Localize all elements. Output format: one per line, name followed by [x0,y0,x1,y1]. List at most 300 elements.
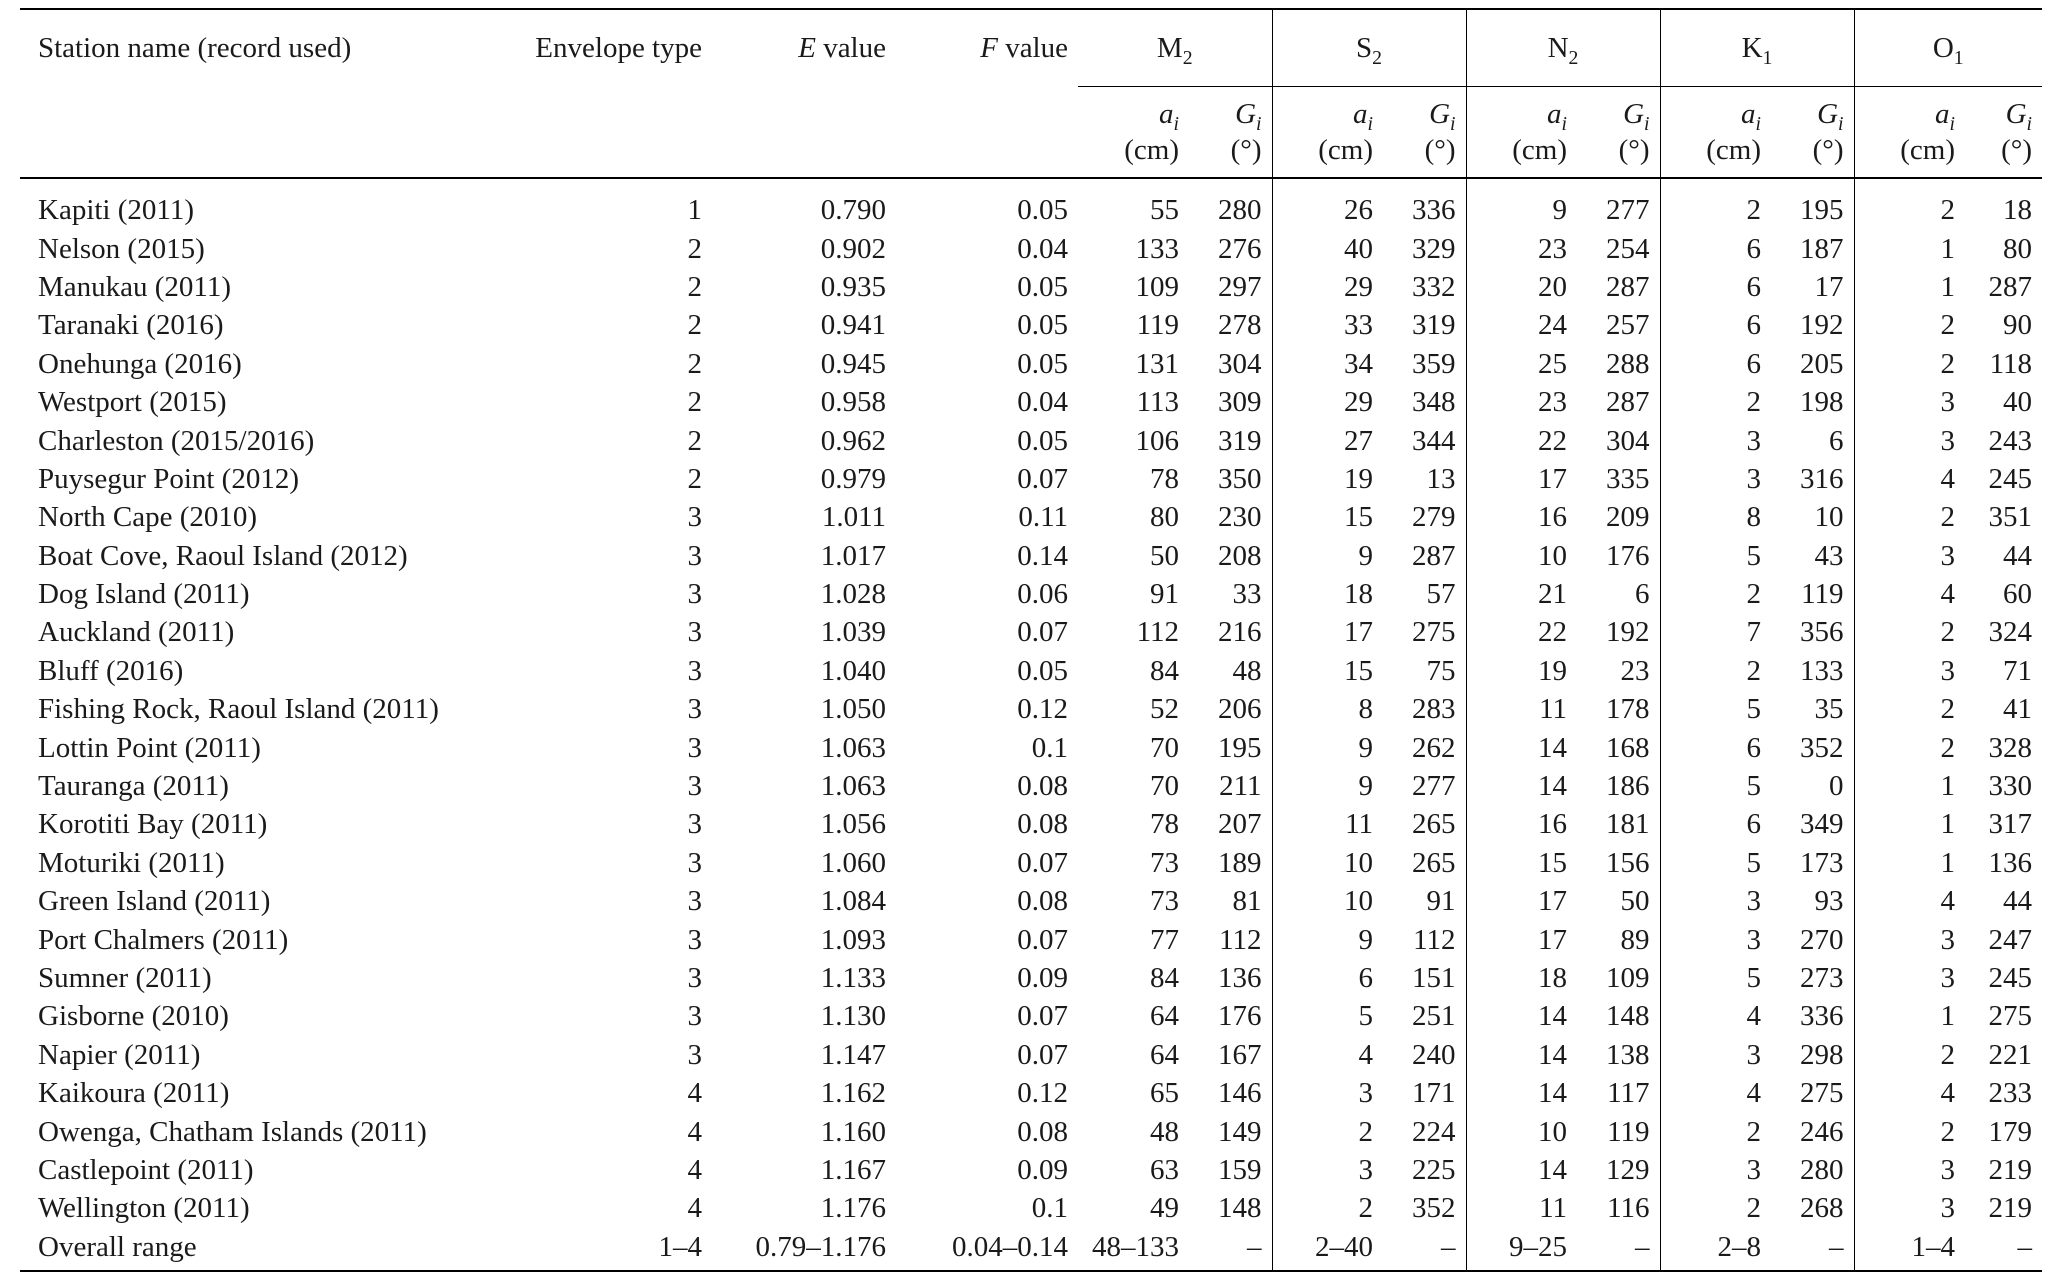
f-value-header: F value [896,9,1078,87]
phase-cell-m2: 195 [1218,731,1262,764]
amplitude-cell-k1: 3 [1660,882,1771,920]
amplitude-cell-s2: 9 [1272,920,1383,958]
phase-cell-n2: 254 [1606,232,1650,265]
amplitude-cell-k1: 2 [1660,652,1771,690]
amplitude-cell-m2: 70 [1150,731,1179,764]
amplitude-cell-m2: 64 [1150,1038,1179,1071]
amplitude-cell-o1: 3 [1854,959,1965,997]
station-name-cell: Taranaki (2016) [38,309,224,342]
amplitude-cell-o1: 2 [1854,178,1965,229]
table-row [20,997,2042,1035]
amplitude-cell-m2: 63 [1150,1153,1179,1186]
table-row [20,268,2042,306]
table-row [20,882,2042,920]
f-value-cell: 0.05 [1017,654,1068,687]
e-value-cell: 0.962 [820,424,886,457]
e-value-cell: 1.028 [820,578,886,611]
table-row [20,1074,2042,1112]
amplitude-cell-n2: 16 [1466,498,1577,536]
phase-cell-n2: 178 [1606,693,1650,726]
station-name-cell: North Cape (2010) [38,501,258,534]
phase-cell-m2: 208 [1218,539,1262,572]
phase-cell-n2: 6 [1635,578,1650,611]
phase-cell-n2: 176 [1606,539,1650,572]
phase-cell-o1: 18 [2003,194,2032,227]
phase-cell-o1: 179 [1988,1115,2032,1148]
amplitude-cell-n2: 14 [1466,1074,1577,1112]
amplitude-cell-k1: 6 [1660,345,1771,383]
phase-cell-o1: – [1965,1228,2042,1271]
f-value-cell: 0.05 [1017,309,1068,342]
phase-cell-m2: 211 [1219,770,1262,803]
phase-cell-n2: 129 [1606,1153,1650,1186]
amplitude-header-o1: $a_i$ (cm) [1854,87,1965,179]
constituent-header-m2: $M_2$ [1078,9,1272,87]
amplitude-cell-k1: 2 [1660,575,1771,613]
amplitude-cell-o1: 2 [1854,498,1965,536]
tidal-constituents-table [20,8,2042,1272]
phase-cell-o1: 80 [2003,232,2032,265]
f-value-cell: 0.05 [1017,270,1068,303]
amplitude-cell-m2: 49 [1150,1192,1179,1225]
phase-cell-m2: 230 [1218,501,1262,534]
phase-cell-s2: 287 [1412,539,1456,572]
amplitude-cell-n2: 16 [1466,805,1577,843]
amplitude-cell-m2: 109 [1135,270,1179,303]
f-value-cell: 0.05 [1017,424,1068,457]
amplitude-cell-s2: 6 [1272,959,1383,997]
station-name-cell: Onehunga (2016) [38,347,242,380]
station-name-cell: Lottin Point (2011) [38,731,261,764]
amplitude-cell-s2: 4 [1272,1036,1383,1074]
amplitude-cell-n2: 22 [1466,613,1577,651]
envelope-type-cell: 3 [687,693,702,726]
phase-cell-s2: 151 [1412,962,1456,994]
amplitude-header-k1: $a_i$ (cm) [1660,87,1771,179]
phase-cell-m2: 216 [1218,616,1262,649]
amplitude-cell-o1: 2 [1854,306,1965,344]
envelope-type-cell: 3 [687,578,702,611]
f-value-cell: 0.05 [1017,194,1068,227]
amplitude-cell-o1: 1 [1854,767,1965,805]
table-row [20,1036,2042,1074]
amplitude-cell-k1: 5 [1660,537,1771,575]
station-name-cell: Manukau (2011) [38,270,232,303]
phase-cell-k1: 270 [1800,923,1844,956]
e-value-cell: 0.941 [820,309,886,342]
e-value-cell: 0.945 [820,347,886,380]
amplitude-cell-k1: 2 [1660,1112,1771,1150]
phase-cell-n2: 287 [1606,270,1650,303]
phase-cell-k1: 195 [1800,194,1844,227]
phase-cell-m2: 136 [1218,962,1262,994]
phase-cell-m2: 159 [1218,1153,1262,1186]
station-name-cell: Puysegur Point (2012) [38,462,299,495]
envelope-type-cell: 4 [687,1153,702,1186]
phase-cell-k1: 17 [1814,270,1844,303]
amplitude-cell-s2: 2 [1272,1189,1383,1227]
phase-cell-m2: 297 [1218,270,1262,303]
phase-header-o1: $G_i$ (°) [1965,87,2042,179]
e-value-cell: 0.979 [820,462,886,495]
phase-header-s2: $G_i$ (°) [1383,87,1466,179]
amplitude-cell-k1: 5 [1660,959,1771,997]
amplitude-cell-o1: 1 [1854,805,1965,843]
amplitude-cell-n2: 14 [1466,1036,1577,1074]
amplitude-cell-k1: 6 [1660,229,1771,267]
e-value-cell: 1.167 [820,1153,886,1186]
phase-cell-o1: 40 [2003,386,2032,419]
phase-cell-o1: 60 [2003,578,2032,611]
phase-cell-o1: 245 [1988,962,2032,994]
amplitude-cell-n2: 24 [1466,306,1577,344]
phase-cell-m2: 206 [1218,693,1262,726]
phase-cell-o1: 317 [1988,808,2032,841]
table-row [20,613,2042,651]
envelope-type-cell: 3 [687,885,702,918]
phase-cell-n2: 277 [1606,194,1650,227]
phase-cell-k1: 43 [1814,539,1844,572]
amplitude-cell-k1: 5 [1660,767,1771,805]
amplitude-cell-m2: 84 [1150,654,1179,687]
phase-cell-k1: 192 [1800,309,1844,342]
phase-cell-n2: 116 [1607,1192,1650,1225]
table-row [20,1151,2042,1189]
table-row [20,575,2042,613]
amplitude-cell-n2: 15 [1466,844,1577,882]
amplitude-cell-k1: 4 [1660,997,1771,1035]
envelope-type-cell: 2 [687,232,702,265]
envelope-type-cell: 3 [687,501,702,534]
amplitude-cell-o1: 1 [1854,997,1965,1035]
amplitude-cell-k1: 3 [1660,920,1771,958]
station-name-cell: Tauranga (2011) [38,770,229,803]
e-value-cell: 0.958 [820,386,886,419]
f-value-cell: 0.07 [1017,616,1068,649]
station-name-cell: Charleston (2015/2016) [38,424,315,457]
amplitude-cell-s2: 33 [1272,306,1383,344]
amplitude-cell-s2: 3 [1272,1074,1383,1112]
amplitude-cell-n2: 23 [1466,383,1577,421]
phase-cell-m2: 148 [1218,1192,1262,1225]
phase-cell-n2: 23 [1620,654,1650,687]
envelope-type-cell: 3 [687,539,702,572]
e-value-cell: 1.050 [820,693,886,726]
phase-cell-n2: 304 [1606,424,1650,457]
amplitude-cell-m2: 48–133 [1078,1228,1189,1271]
phase-cell-o1: 136 [1988,846,2032,879]
constituent-header-n2: $N_2$ [1466,9,1660,87]
e-value-cell: 0.79–1.176 [712,1228,896,1271]
amplitude-cell-k1: 6 [1660,268,1771,306]
amplitude-cell-m2: 80 [1150,501,1179,534]
phase-cell-m2: 309 [1218,386,1262,419]
amplitude-cell-o1: 3 [1854,537,1965,575]
phase-cell-s2: 336 [1412,194,1456,227]
phase-cell-m2: 278 [1218,309,1262,342]
e-value-header: E value [712,9,896,87]
phase-cell-k1: 298 [1800,1038,1844,1071]
amplitude-header-n2: $a_i$ (cm) [1466,87,1577,179]
amplitude-cell-o1: 3 [1854,383,1965,421]
phase-cell-k1: 356 [1800,616,1844,649]
amplitude-cell-n2: 17 [1466,882,1577,920]
phase-cell-m2: 149 [1218,1115,1262,1148]
amplitude-cell-s2: 17 [1272,613,1383,651]
amplitude-cell-o1: 3 [1854,652,1965,690]
phase-cell-n2: 148 [1606,1000,1650,1033]
phase-cell-n2: 257 [1606,309,1650,342]
phase-cell-m2: 280 [1218,194,1262,227]
phase-cell-s2: – [1383,1228,1466,1271]
amplitude-cell-n2: 11 [1466,690,1577,728]
phase-cell-k1: 349 [1800,808,1844,841]
amplitude-cell-o1: 1 [1854,229,1965,267]
phase-cell-k1: 352 [1800,731,1844,764]
phase-cell-s2: 344 [1412,424,1456,457]
table-row [20,728,2042,766]
phase-cell-m2: 189 [1218,846,1262,879]
phase-cell-m2: 81 [1232,885,1262,918]
amplitude-cell-o1: 4 [1854,1074,1965,1112]
phase-cell-n2: 119 [1607,1115,1650,1148]
amplitude-cell-o1: 2 [1854,613,1965,651]
e-value-cell: 1.084 [820,885,886,918]
table-row [20,844,2042,882]
station-name-cell: Castlepoint (2011) [38,1153,254,1186]
table-row [20,959,2042,997]
amplitude-cell-o1: 3 [1854,920,1965,958]
amplitude-cell-s2: 3 [1272,1151,1383,1189]
amplitude-cell-o1: 3 [1854,421,1965,459]
amplitude-cell-s2: 10 [1272,844,1383,882]
phase-cell-n2: 335 [1606,462,1650,495]
amplitude-header-m2: $a_i$ (cm) [1078,87,1189,179]
phase-cell-s2: 319 [1412,309,1456,342]
phase-cell-n2: 181 [1606,808,1650,841]
amplitude-cell-k1: 3 [1660,1151,1771,1189]
phase-cell-m2: 176 [1218,1000,1262,1033]
phase-cell-s2: 13 [1426,462,1456,495]
amplitude-cell-k1: 6 [1660,805,1771,843]
phase-cell-o1: 328 [1988,731,2032,764]
amplitude-cell-n2: 9–25 [1466,1228,1577,1271]
table-row [20,1228,2042,1271]
amplitude-cell-o1: 1 [1854,268,1965,306]
f-value-cell: 0.1 [1031,731,1068,764]
amplitude-cell-n2: 10 [1466,537,1577,575]
f-value-cell: 0.07 [1017,462,1068,495]
envelope-type-cell: 3 [687,962,702,994]
phase-cell-m2: 207 [1218,808,1262,841]
phase-cell-n2: 209 [1606,501,1650,534]
amplitude-cell-n2: 25 [1466,345,1577,383]
amplitude-cell-n2: 11 [1466,1189,1577,1227]
amplitude-cell-s2: 11 [1272,805,1383,843]
envelope-type-cell: 4 [687,1192,702,1225]
e-value-cell: 1.017 [820,539,886,572]
table-row [20,690,2042,728]
envelope-type-cell: 4 [687,1077,702,1110]
phase-cell-o1: 351 [1988,501,2032,534]
amplitude-cell-s2: 18 [1272,575,1383,613]
phase-cell-s2: 91 [1426,885,1456,918]
amplitude-cell-s2: 29 [1272,268,1383,306]
f-value-cell: 0.1 [1031,1192,1068,1225]
f-value-cell: 0.08 [1017,1115,1068,1148]
station-name-cell: Wellington (2011) [38,1192,250,1225]
f-value-cell: 0.07 [1017,846,1068,879]
phase-cell-k1: 198 [1800,386,1844,419]
table-container [20,8,2060,1272]
f-value-cell: 0.11 [1018,501,1068,534]
phase-cell-s2: 348 [1412,386,1456,419]
phase-cell-o1: 330 [1988,770,2032,803]
amplitude-cell-k1: 2 [1660,178,1771,229]
station-name-cell: Gisborne (2010) [38,1000,229,1033]
amplitude-cell-n2: 14 [1466,997,1577,1035]
phase-cell-n2: 109 [1606,962,1650,994]
amplitude-cell-k1: 7 [1660,613,1771,651]
e-value-cell: 1.011 [821,501,886,534]
phase-cell-s2: 240 [1412,1038,1456,1071]
station-name-cell: Overall range [20,1228,500,1271]
envelope-type-cell: 4 [687,1115,702,1148]
f-value-cell: 0.05 [1017,347,1068,380]
phase-cell-n2: 138 [1606,1038,1650,1071]
amplitude-cell-k1: 2–8 [1660,1228,1771,1271]
phase-cell-s2: 332 [1412,270,1456,303]
phase-cell-k1: 316 [1800,462,1844,495]
amplitude-cell-s2: 5 [1272,997,1383,1035]
phase-cell-o1: 90 [2003,309,2032,342]
e-value-cell: 1.063 [820,770,886,803]
f-value-cell: 0.08 [1017,770,1068,803]
amplitude-cell-k1: 5 [1660,844,1771,882]
amplitude-cell-m2: 91 [1150,578,1179,611]
table-row [20,460,2042,498]
table-row [20,178,2042,229]
station-name-cell: Auckland (2011) [38,616,235,649]
f-value-cell: 0.07 [1017,1038,1068,1071]
phase-cell-k1: 6 [1829,424,1844,457]
phase-cell-n2: 192 [1606,616,1650,649]
table-row [20,306,2042,344]
amplitude-cell-n2: 10 [1466,1112,1577,1150]
envelope-type-cell: 2 [687,386,702,419]
envelope-header: Envelope type [500,9,712,87]
phase-cell-s2: 262 [1412,731,1456,764]
amplitude-cell-s2: 10 [1272,882,1383,920]
amplitude-cell-o1: 3 [1854,1189,1965,1227]
amplitude-cell-s2: 29 [1272,383,1383,421]
phase-cell-s2: 75 [1426,654,1456,687]
phase-cell-m2: 167 [1218,1038,1262,1071]
phase-cell-n2: 50 [1620,885,1650,918]
amplitude-cell-s2: 9 [1272,767,1383,805]
e-value-cell: 1.162 [820,1077,886,1110]
phase-cell-o1: 221 [1988,1038,2032,1071]
e-value-cell: 1.039 [820,616,886,649]
amplitude-cell-s2: 15 [1272,652,1383,690]
e-value-cell: 1.040 [820,654,886,687]
amplitude-cell-s2: 19 [1272,460,1383,498]
amplitude-cell-s2: 40 [1272,229,1383,267]
phase-cell-n2: 117 [1607,1077,1650,1110]
amplitude-cell-m2: 106 [1135,424,1179,457]
envelope-type-cell: 2 [687,309,702,342]
amplitude-cell-k1: 3 [1660,460,1771,498]
phase-cell-s2: 171 [1412,1077,1456,1110]
station-name-cell: Kaikoura (2011) [38,1077,230,1110]
amplitude-cell-m2: 50 [1150,539,1179,572]
amplitude-cell-s2: 8 [1272,690,1383,728]
phase-cell-m2: 350 [1218,462,1262,495]
station-name-cell: Boat Cove, Raoul Island (2012) [38,539,408,572]
phase-cell-o1: 275 [1988,1000,2032,1033]
station-name-cell: Dog Island (2011) [38,578,250,611]
phase-cell-k1: 93 [1814,885,1844,918]
envelope-type-cell: 1–4 [500,1228,712,1271]
f-value-cell: 0.04 [1017,386,1068,419]
amplitude-cell-s2: 9 [1272,537,1383,575]
station-name-cell: Moturiki (2011) [38,846,225,879]
table-row [20,498,2042,536]
phase-header-k1: $G_i$ (°) [1771,87,1854,179]
station-name-cell: Owenga, Chatham Islands (2011) [38,1115,427,1148]
amplitude-cell-m2: 73 [1150,846,1179,879]
amplitude-cell-n2: 17 [1466,460,1577,498]
phase-cell-m2: – [1189,1228,1272,1271]
phase-cell-o1: 247 [1988,923,2032,956]
phase-cell-m2: 146 [1218,1077,1262,1110]
phase-cell-k1: 187 [1800,232,1844,265]
f-value-cell: 0.08 [1017,885,1068,918]
amplitude-cell-k1: 2 [1660,1189,1771,1227]
amplitude-cell-m2: 73 [1150,885,1179,918]
phase-cell-o1: 245 [1988,462,2032,495]
table-row [20,537,2042,575]
f-value-cell: 0.04 [1017,232,1068,265]
e-value-cell: 0.935 [820,270,886,303]
phase-cell-s2: 352 [1412,1192,1456,1225]
station-name-cell: Fishing Rock, Raoul Island (2011) [38,693,439,726]
e-value-cell: 1.063 [820,731,886,764]
amplitude-cell-m2: 113 [1136,386,1179,419]
phase-header-m2: $G_i$ (°) [1189,87,1272,179]
phase-cell-k1: 273 [1800,962,1844,994]
amplitude-cell-m2: 77 [1150,923,1179,956]
phase-header-n2: $G_i$ (°) [1577,87,1660,179]
phase-cell-k1: 246 [1800,1115,1844,1148]
amplitude-cell-o1: 4 [1854,575,1965,613]
amplitude-cell-m2: 48 [1150,1115,1179,1148]
amplitude-header-s2: $a_i$ (cm) [1272,87,1383,179]
phase-cell-k1: 268 [1800,1192,1844,1225]
phase-cell-k1: 10 [1814,501,1844,534]
amplitude-cell-m2: 78 [1150,808,1179,841]
phase-cell-n2: 287 [1606,386,1650,419]
amplitude-cell-o1: 1 [1854,844,1965,882]
header-row-2 [20,87,2042,179]
phase-cell-m2: 33 [1232,578,1262,611]
e-value-cell: 1.133 [820,962,886,994]
amplitude-cell-m2: 65 [1150,1077,1179,1110]
constituent-header-s2: $S_2$ [1272,9,1466,87]
table-row [20,1189,2042,1227]
amplitude-cell-k1: 5 [1660,690,1771,728]
phase-cell-o1: 233 [1988,1077,2032,1110]
